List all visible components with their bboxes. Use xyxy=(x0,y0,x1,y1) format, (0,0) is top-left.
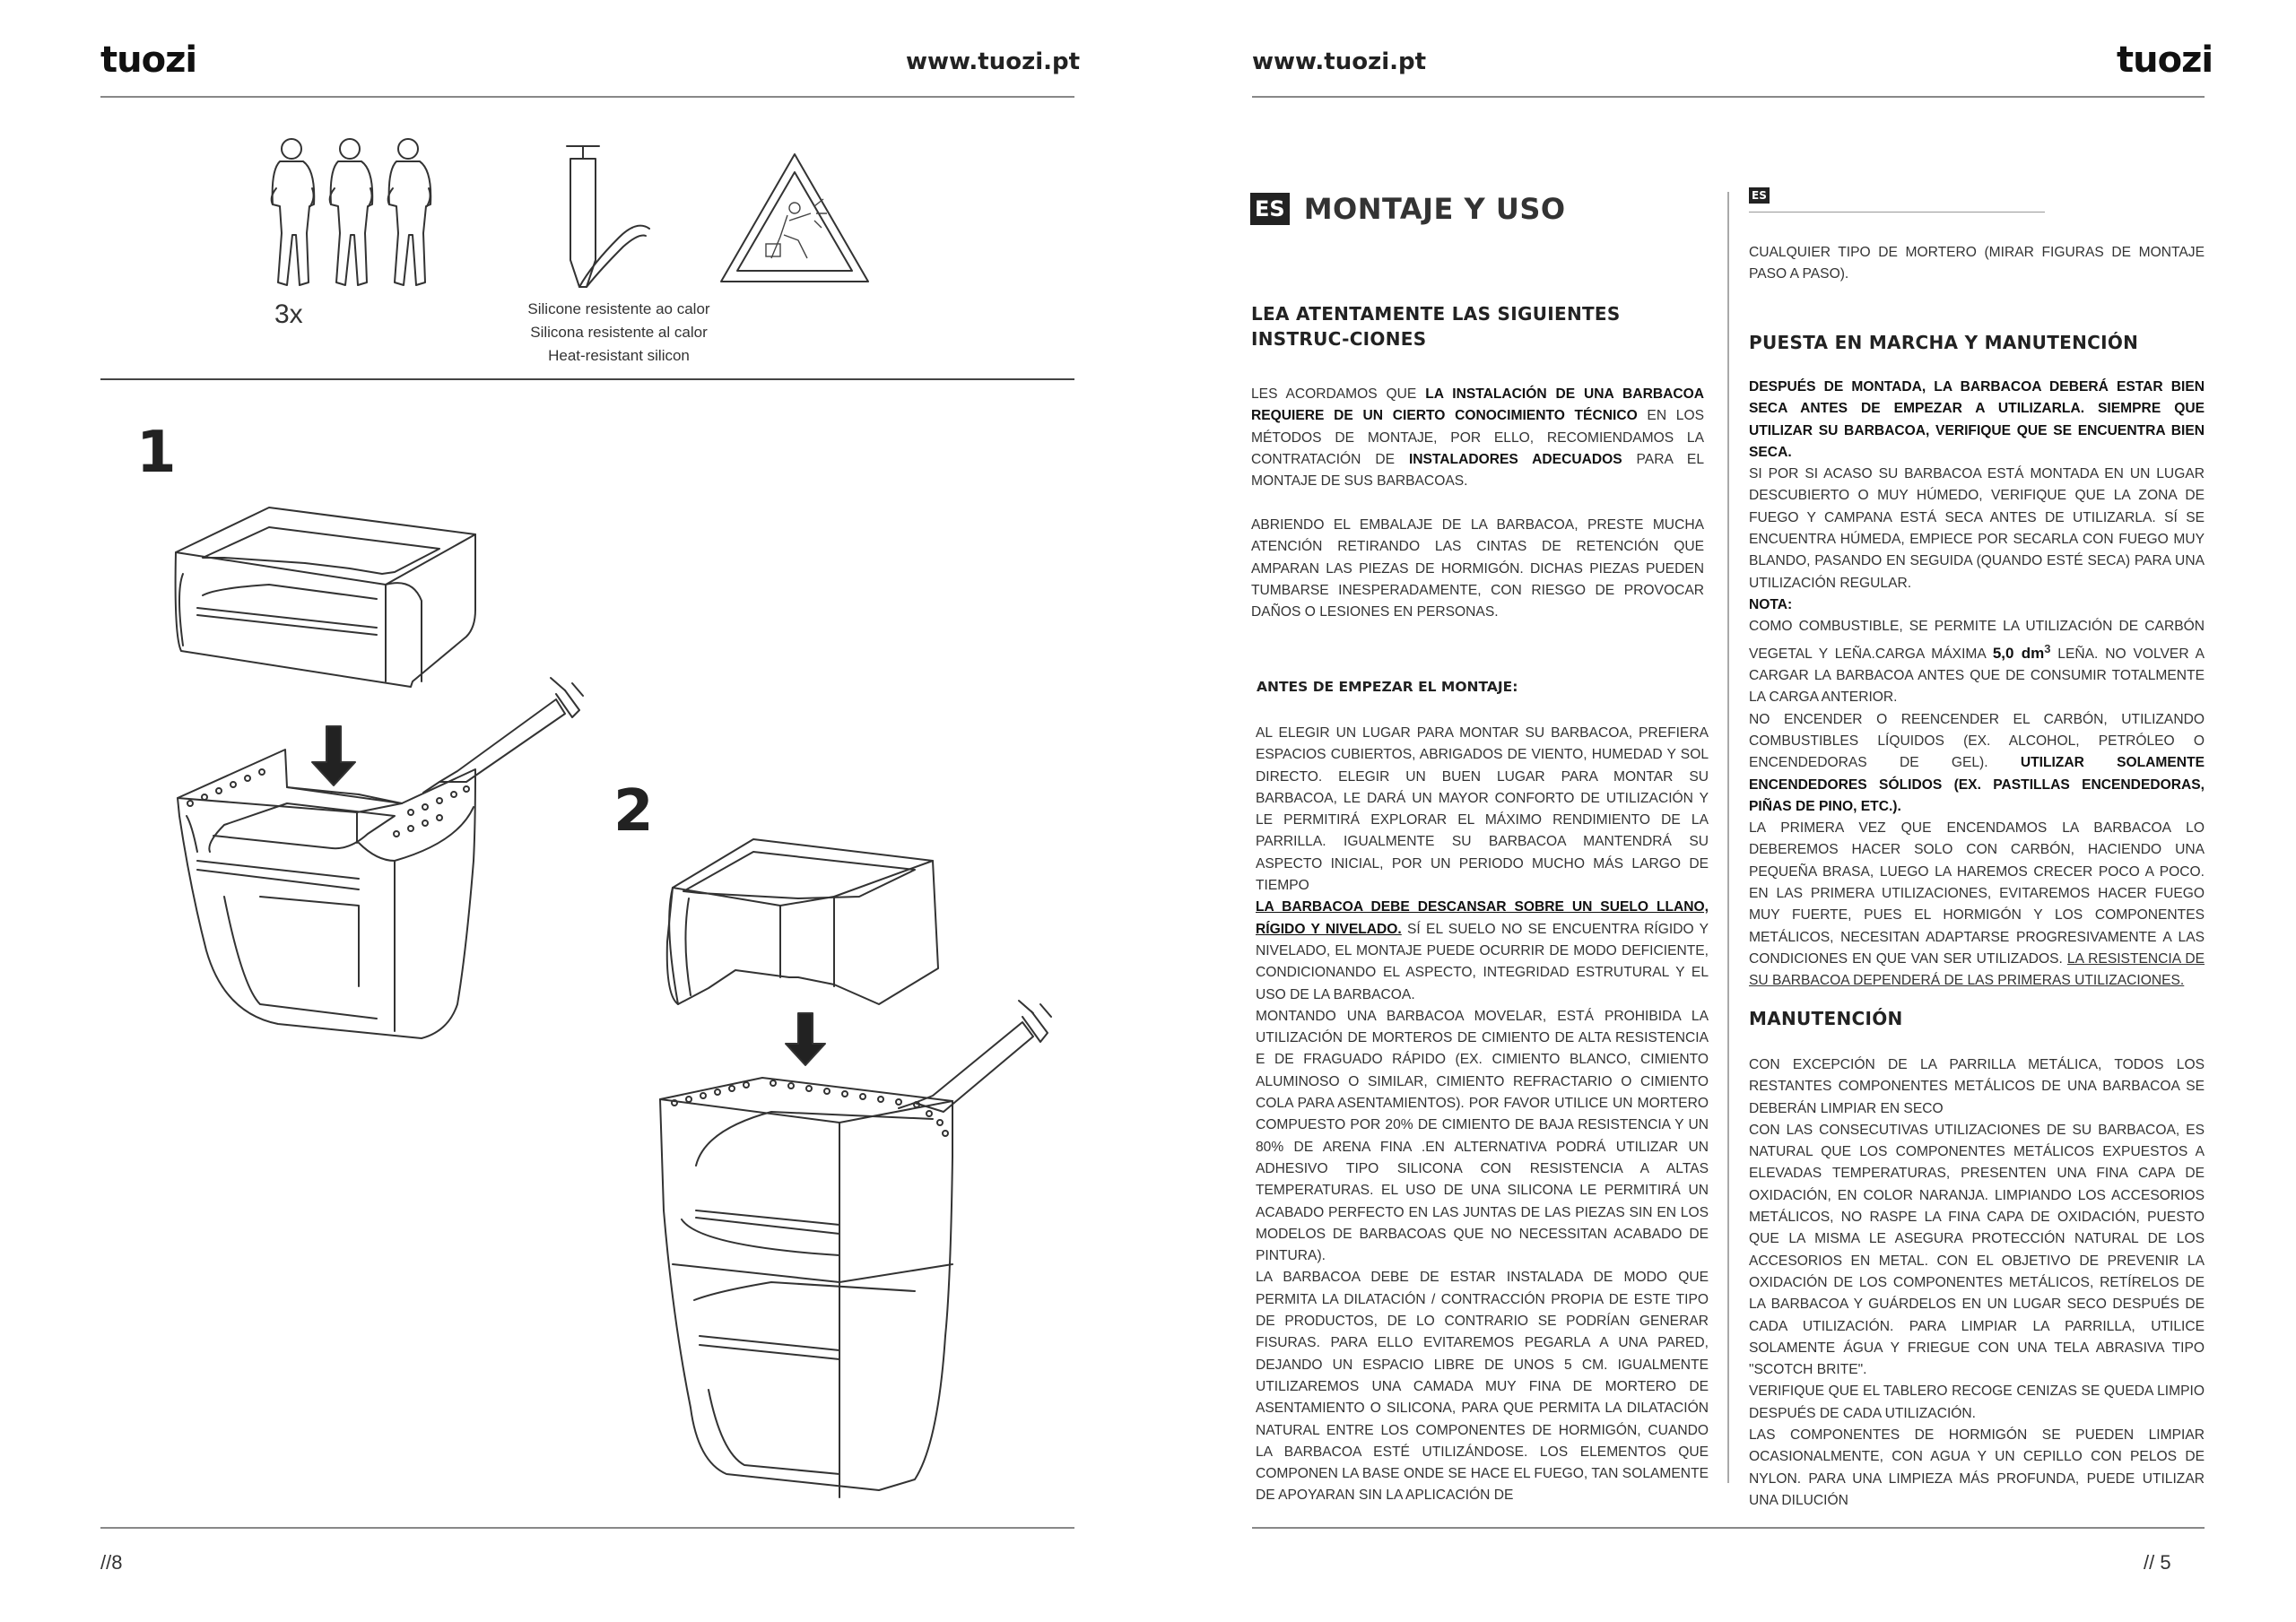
col2-paragraph-8: VERIFIQUE QUE EL TABLERO RECOGE CENIZAS SE QUEDA LIMPIO DESPUÉS DE CADA UTILIZACIÓN. xyxy=(1749,1383,2205,1421)
page-title: MONTAJE Y USO xyxy=(1303,192,1566,226)
footer-rule-left xyxy=(100,1527,1074,1529)
step-number-2: 2 xyxy=(613,778,654,845)
warning-heavy-lifting-icon xyxy=(718,151,872,285)
col2-paragraph-3 xyxy=(1749,616,2205,708)
col2-paragraph-5 xyxy=(1749,818,2205,992)
step-number-1: 1 xyxy=(136,420,177,486)
col1-paragraph-6: LA BARBACOA DEBE DE ESTAR INSTALADA DE MODO QUE PERMITA LA DILATACIÓN / CONTRACCIÓN PROPIA DE ESTE TIPO DE PRODUCTOS, DE LO CONTRARIO SE PODRÍAN GENERAR FISURAS. PARA ELLO EVITAREMOS PEGARLA A UNA PARED, DEJANDO UN ESPACIO LIBRE DE UNOS 5 CM. IGUALMENTE UTILIZAREMOS UNA CAMADA MUY FINA DE MORTERO DE ASENTAMIENTO O SILICONA, PARA QUE PERMITA LA DILATACIÓN NATURAL ENTRE LOS COMPONENTES DE HORMIGÓN, CUANDO LA BARBACOA ESTÉ UTILIZÁNDOSE. LOS ELEMENTOS QUE COMPONEN LA BASE ONDE SE HACE EL FUEGO, TAN SOLAMENTE DE APOYARAN SIN LA APLICACIÓN DE xyxy=(1256,1270,1709,1504)
col1-p1-bold-d: INSTALADORES ADECUADOS xyxy=(1408,451,1622,467)
col1-p4-text: SÍ EL SUELO NO SE ENCUENTRA RÍGIDO Y NIVELADO, EL MONTAJE PUEDE OCURRIR DE MODO DEFICIENTE, CONDICIONANDO EL ASPECTO, INTEGRIDAD ESTRUTURAL Y EL USO DE LA BARBACOA. xyxy=(1256,921,1709,1002)
silicone-caption-pt: Silicone resistente ao calor xyxy=(527,300,710,317)
col2-p4-text-a: NO ENCENDER O REENCENDER EL CARBÓN, UTILIZANDO COMBUSTIBLES LÍQUIDOS (EX. ALCOHOL, PETRÓLEO O ENCENDEDORAS DE GEL). xyxy=(1749,711,2205,771)
silicone-caption xyxy=(484,298,753,368)
col2-paragraph-4 xyxy=(1749,709,2205,818)
brand-logo-left: tuozi xyxy=(100,39,197,81)
col2-body-2 xyxy=(1749,1054,2205,1512)
col1-p1-bold-b: LA INSTALACIÓN DE UNA BARBACOA REQUIERE DE UN CIERTO CONOCIMIENTO TÉCNICO xyxy=(1251,386,1704,424)
header-rule-left xyxy=(100,96,1074,98)
col2-paragraph-2: SI POR SI ACASO SU BARBACOA ESTÁ MONTADA EN UN LUGAR DESCUBIERTO O MUY HÚMEDO, VERIFIQUE QUE LA ZONA DE FUEGO Y CAMPANA ESTÁ SECA ANTES DE UTILIZARLA. SÍ SE ENCUENTRA HÚMEDA, EMPIECE POR SECARLA CON FUEGO MUY BLANDO, PASANDO EN SEGUIDA (QUANDO ESTÉ SECA) PARA UNA UTILIZACIÓN REGULAR. xyxy=(1749,466,2205,591)
brand-logo-right: tuozi xyxy=(2117,39,2213,81)
col2-paragraph-6: CON EXCEPCIÓN DE LA PARRILLA METÁLICA, TODOS LOS RESTANTES COMPONENTES METÁLICOS DE UNA BARBACOA SE DEBERÁN LIMPIAR EN SECO xyxy=(1749,1057,2205,1116)
col2-paragraph-0: CUALQUIER TIPO DE MORTERO (MIRAR FIGURAS DE MONTAJE PASO A PASO). xyxy=(1749,245,2205,282)
col2-p5-text-a: LA PRIMERA VEZ QUE ENCENDAMOS LA BARBACOA LO DEBEREMOS HACER SOLO CON CARBÓN, HACIENDO UNA PEQUEÑA BRASA, LUEGO LA HAREMOS CRECER POCO A POCO. EN LAS PRIMERA UTILIZACIONES, EVITAREMOS HACER FUEGO MUY FUERTE, PUES EL HORMIGÓN Y LOS COMPONENTES METÁLICOS, NECESITAN ADAPTARSE PROGRESIVAMENTE A LAS CONDICIONES EN QUE VAN SER UTILIZADOS. xyxy=(1749,820,2205,967)
three-people-icon xyxy=(260,134,439,291)
page-number-left: //8 xyxy=(100,1551,123,1574)
title-row xyxy=(1250,192,1566,226)
footer-rule-right xyxy=(1252,1527,2205,1529)
col2-paragraph-1 xyxy=(1749,377,2205,464)
col1-p1-text-c: EN LOS MÉTODOS DE MONTAJE, POR ELLO, RECOMIENDAMOS LA CONTRATACIÓN DE xyxy=(1251,408,1704,467)
step2-assembly-illustration xyxy=(646,834,1058,1497)
silicone-caption-es: Silicona resistente al calor xyxy=(530,324,708,341)
col2-p4-bold-b: UTILIZAR SOLAMENTE ENCENDEDORES SÓLIDOS (EX. PASTILLAS ENCENDEDORAS, PIÑAS DE PINO, ETC.). xyxy=(1749,755,2205,814)
col1-subheading: ANTES DE EMPEZAR EL MONTAJE: xyxy=(1257,679,1518,695)
col1-paragraph-2: ABRIENDO EL EMBALAJE DE LA BARBACOA, PRESTE MUCHA ATENCIÓN RETIRANDO LAS CINTAS DE RETENCIÓN QUE AMPARAN LAS PIEZAS DE HORMIGÓN. DICHAS PIEZAS PUEDEN TUMBARSE INESPERADAMENTE, CON RIESGO DE PROVOCAR DAÑOS O LESIONES EN PERSONAS. xyxy=(1251,517,1704,620)
col2-p3-text-c: LEÑA. NO VOLVER A CARGAR LA BARBACOA ANTES QUE DE CONSUMIR TOTALMENTE LA CARGA ANTERIOR. xyxy=(1749,646,2205,706)
col2-p3-superscript: 3 xyxy=(2044,641,2051,655)
col2-p5-underlined: LA RESISTENCIA DE SU BARBACOA DEPENDERÁ DE LAS PRIMERAS UTILIZACIONES. xyxy=(1749,950,2205,989)
col1-paragraph-1 xyxy=(1251,384,1704,492)
icons-rule xyxy=(100,378,1074,380)
col1-p4-underlined: LA BARBACOA DEBE DESCANSAR SOBRE UN SUELO LLANO, RÍGIDO Y NIVELADO. xyxy=(1256,899,1709,937)
col2-heading-2: MANUTENCIÓN xyxy=(1749,1008,1903,1029)
col2-top-rule xyxy=(1749,212,2045,213)
silicone-syringe-icon xyxy=(556,139,673,296)
col1-p1-text-e: PARA EL MONTAJE DE SUS BARBACOAS. xyxy=(1251,451,1704,490)
col2-language-badge: ES xyxy=(1749,187,1770,204)
website-url-left[interactable]: www.tuozi.pt xyxy=(906,48,1081,75)
col2-nota xyxy=(1749,594,2205,616)
col2-p3-text-a: COMO COMBUSTIBLE, SE PERMITE LA UTILIZACIÓN DE CARBÓN VEGETAL Y LEÑA.CARGA MÁXIMA xyxy=(1749,619,2205,662)
col2-p3-bold-b: 5,0 dm xyxy=(1992,644,2045,662)
col1-p1-text-a: LES ACORDAMOS QUE xyxy=(1251,386,1426,402)
col2-paragraph-7: CON LAS CONSECUTIVAS UTILIZACIONES DE SU BARBACOA, ES NATURAL QUE LOS COMPONENTES METÁLICOS EXPUESTOS A ELEVADAS TEMPERATURAS, PRESENTEN UNA FINA CAPA DE OXIDACIÓN, EN COLOR NARANJA. LIMPIANDO LOS ACCESORIOS METÁLICOS, NO RASPE LA FINA CAPA DE OXIDACIÓN, PUESTO QUE LA MISMA LE ASEGURA PROTECCIÓN NATURAL DE LOS ACCESORIOS EN METAL. CON EL OBJETIVO DE PREVENIR LA OXIDACIÓN DE LOS COMPONENTES METÁLICOS, RETÍRELOS DE LA BARBACOA Y GUÁRDELOS EN UN LUGAR SECO DESPUÉS DE CADA UTILIZACIÓN. PARA LIMPIAR LA PARRILLA, UTILICE SOLAMENTE ÁGUA Y FRIEGUE CON UNA TELA ABRASIVA TIPO "SCOTCH BRITE". xyxy=(1749,1122,2205,1378)
col2-heading-1: PUESTA EN MARCHA Y MANUTENCIÓN xyxy=(1749,332,2139,353)
col1-body xyxy=(1256,723,1709,1507)
website-url-right[interactable]: www.tuozi.pt xyxy=(1252,48,1427,75)
col2-nota-label: NOTA: xyxy=(1749,596,1793,612)
col1-paragraph-4 xyxy=(1256,897,1709,1005)
col1-heading: LEA ATENTAMENTE LAS SIGUIENTES INSTRUC-CIONES xyxy=(1251,303,1621,350)
col2-paragraph-9: LAS COMPONENTES DE HORMIGÓN SE PUEDEN LIMPIAR OCASIONALMENTE, CON AGUA Y UN CEPILLO CON PELOS DE NYLON. PARA UNA LIMPIEZA MÁS PROFUNDA, PUEDE UTILIZAR UNA DILUCIÓN xyxy=(1749,1427,2205,1508)
col1-paragraph-3: AL ELEGIR UN LUGAR PARA MONTAR SU BARBACOA, PREFIERA ESPACIOS CUBIERTOS, ABRIGADOS DE VIENTO, HUMEDAD Y SOL DIRECTO. ELEGIR UN BUEN LUGAR PARA MONTAR SU BARBACOA, LE DARÁ UN MAYOR CONFORTO DE UTILIZACIÓN Y LE PERMITIRÁ EXPLORAR EL MÁXIMO RENDIMIENTO DE LA PARRILLA. IGUALMENTE SU BARBACOA MANTENDRÁ SU ASPECTO INICIAL, POR UN PERIODO MUCHO MÁS LARGO DE TIEMPO xyxy=(1256,725,1709,894)
people-count: 3x xyxy=(274,299,303,329)
page-number-right: // 5 xyxy=(2144,1551,2171,1574)
silicone-caption-en: Heat-resistant silicon xyxy=(548,347,690,364)
header-rule-right xyxy=(1252,96,2205,98)
col2-p1-bold: DESPUÉS DE MONTADA, LA BARBACOA DEBERÁ ESTAR BIEN SECA ANTES DE EMPEZAR A UTILIZARLA. SIEMPRE QUE UTILIZAR SU BARBACOA, VERIFIQUE QUE SE ENCUENTRA BIEN SECA. xyxy=(1749,379,2205,460)
language-badge: ES xyxy=(1250,193,1290,225)
col1-paragraph-5: MONTANDO UNA BARBACOA MOVELAR, ESTÁ PROHIBIDA LA UTILIZACIÓN DE MORTEROS DE CIMIENTO DE ALTA RESISTENCIA E DE FRAGUADO RÁPIDO (EX. CIMIENTO BLANCO, CIMIENTO ALUMINOSO O SIMILAR, CIMIENTO REFRACTARIO O CIMIENTO COLA PARA ASENTAMIENTOS). POR FAVOR UTILICE UN MORTERO COMPUESTO POR 20% DE CIMIENTO DE BAJA RESISTENCIA Y UN 80% DE ARENA FINA .EN ALTERNATIVA PODRÁ UTILIZAR UN ADHESIVO TIPO SILICONA CON RESISTENCIA A ALTAS TEMPERATURAS. EL USO DE UNA SILICONA LE PERMITIRÁ UN ACABADO PERFECTO EN LAS JUNTAS DE LAS PIEZAS SIN EN LOS MODELOS DE BARBACOAS QUE NO NECESSITAN ACABADO DE PINTURA). xyxy=(1256,1008,1709,1264)
column-divider xyxy=(1727,192,1729,1483)
step1-assembly-illustration xyxy=(170,502,583,1040)
col2-body-1 xyxy=(1749,377,2205,993)
